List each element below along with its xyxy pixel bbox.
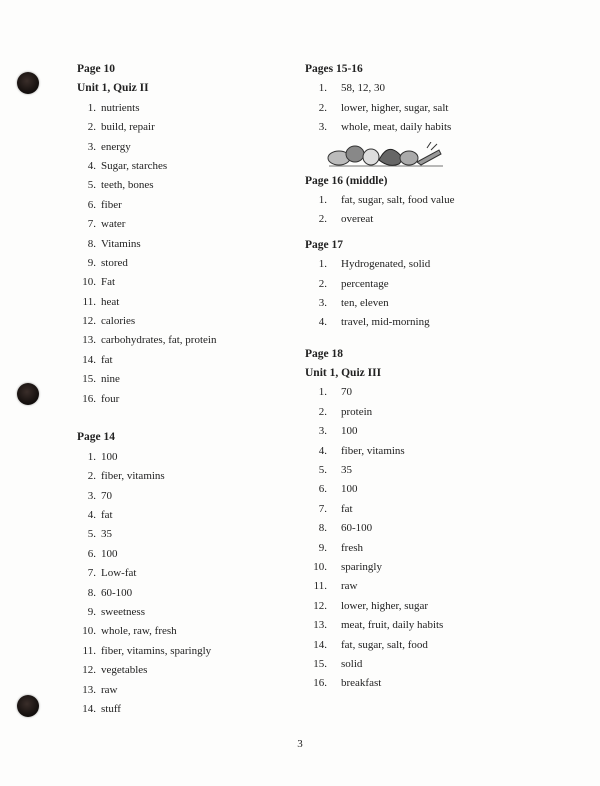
item-number: 15. [313, 657, 327, 670]
list-item [305, 383, 555, 402]
item-number: 14. [313, 638, 327, 651]
item-answer: stuff [101, 702, 121, 715]
list-item [305, 461, 555, 480]
item-answer: solid [341, 657, 363, 670]
item-number: 5. [318, 464, 327, 477]
item-answer: Low-fat [101, 567, 137, 580]
list-item [77, 293, 277, 312]
item-answer: ten, eleven [341, 296, 389, 309]
section-heading: Page 10 [77, 63, 116, 75]
item-answer: stored [101, 256, 128, 269]
item-answer: sweetness [101, 605, 145, 618]
list-item [77, 700, 277, 719]
list-item [77, 254, 277, 273]
item-answer: Vitamins [101, 237, 141, 250]
item-number: 13. [82, 334, 96, 347]
item-answer: vegetables [101, 664, 148, 677]
list-item [305, 539, 555, 558]
item-number: 3. [318, 425, 327, 438]
item-number: 4. [87, 508, 96, 521]
item-number: 2. [318, 213, 327, 226]
item-answer: lower, higher, sugar [341, 599, 429, 612]
left-column [77, 60, 277, 719]
item-answer: Sugar, starches [101, 159, 168, 172]
list-item [305, 480, 555, 499]
list-item [77, 196, 277, 215]
item-answer: fiber, vitamins [101, 470, 165, 483]
vegetables-icon [327, 142, 445, 168]
item-answer: raw [341, 580, 358, 593]
item-number: 4. [318, 444, 327, 457]
binder-hole-top [17, 72, 39, 94]
list-item [77, 331, 277, 350]
item-number: 2. [87, 121, 96, 134]
item-number: 1. [318, 193, 327, 206]
item-answer: whole, raw, fresh [101, 625, 177, 638]
list-item [77, 138, 277, 157]
list-item [77, 273, 277, 292]
list-item [305, 577, 555, 596]
item-answer: Fat [101, 276, 116, 289]
item-answer: 100 [101, 450, 118, 463]
item-answer: 70 [101, 489, 112, 502]
list-item [77, 235, 277, 254]
list-item [305, 403, 555, 422]
list-item [305, 519, 555, 538]
list-item [305, 597, 555, 616]
list-item [77, 545, 277, 564]
item-answer: raw [101, 683, 118, 696]
item-number: 7. [318, 502, 327, 515]
answer-list [305, 191, 555, 230]
list-item [305, 500, 555, 519]
item-number: 10. [82, 625, 96, 638]
item-number: 16. [82, 392, 96, 405]
item-answer: protein [341, 405, 373, 418]
answer-list [305, 79, 555, 137]
item-number: 6. [87, 198, 96, 211]
item-number: 8. [87, 237, 96, 250]
list-item [77, 176, 277, 195]
answer-list [305, 255, 555, 333]
item-answer: lower, higher, sugar, salt [341, 101, 449, 114]
item-number: 2. [318, 405, 327, 418]
item-answer: 100 [341, 483, 358, 496]
item-answer: calories [101, 315, 136, 328]
item-answer: teeth, bones [101, 179, 154, 192]
item-answer: 60-100 [341, 522, 373, 535]
list-item [305, 442, 555, 461]
item-number: 9. [87, 605, 96, 618]
item-answer: overeat [341, 213, 374, 226]
item-answer: whole, meat, daily habits [341, 121, 452, 134]
list-item [305, 191, 555, 210]
list-item [77, 622, 277, 641]
list-item [77, 525, 277, 544]
item-answer: fat [341, 502, 353, 515]
item-number: 3. [87, 140, 96, 153]
item-number: 1. [87, 101, 96, 114]
section-heading: Page 16 (middle) [305, 174, 388, 187]
item-answer: 100 [341, 425, 358, 438]
section-heading: Page 17 [305, 238, 344, 251]
list-item [305, 210, 555, 229]
item-number: 2. [318, 101, 327, 114]
item-answer: sparingly [341, 560, 382, 573]
section-subheading: Unit 1, Quiz III [305, 367, 382, 380]
item-number: 3. [318, 296, 327, 309]
item-number: 1. [318, 258, 327, 271]
item-number: 3. [318, 121, 327, 134]
item-answer: Hydrogenated, solid [341, 258, 431, 271]
list-item [305, 275, 555, 294]
item-number: 1. [318, 82, 327, 95]
item-answer: four [101, 392, 120, 405]
item-answer: travel, mid-morning [341, 316, 430, 329]
item-number: 10. [313, 560, 327, 573]
item-answer: 58, 12, 30 [341, 82, 385, 95]
item-number: 11. [82, 644, 96, 657]
item-number: 5. [87, 179, 96, 192]
item-number: 12. [313, 599, 327, 612]
item-answer: fresh [341, 541, 363, 554]
list-item [77, 584, 277, 603]
item-number: 4. [87, 159, 96, 172]
item-number: 6. [87, 547, 96, 560]
item-answer: heat [101, 295, 120, 308]
item-number: 10. [82, 276, 96, 289]
item-number: 3. [87, 489, 96, 502]
item-number: 15. [82, 373, 96, 386]
list-item [77, 312, 277, 331]
section-heading: Page 18 [305, 347, 344, 360]
list-item [77, 157, 277, 176]
list-item [305, 558, 555, 577]
item-number: 2. [318, 277, 327, 290]
item-number: 1. [87, 450, 96, 463]
item-number: 8. [87, 586, 96, 599]
list-item [305, 79, 555, 98]
list-item [77, 642, 277, 661]
item-number: 7. [87, 218, 96, 231]
item-answer: percentage [341, 277, 389, 290]
item-number: 2. [87, 470, 96, 483]
item-answer: carbohydrates, fat, protein [101, 334, 217, 347]
item-answer: 35 [101, 528, 112, 541]
list-item [77, 661, 277, 680]
answer-list [77, 99, 277, 409]
list-item [77, 390, 277, 409]
item-number: 4. [318, 316, 327, 329]
item-answer: energy [101, 140, 131, 153]
list-item [305, 422, 555, 441]
vegetables-illustration [305, 138, 555, 172]
item-answer: fat [101, 353, 113, 366]
list-item [77, 564, 277, 583]
list-item [77, 603, 277, 622]
list-item [305, 294, 555, 313]
list-item [77, 99, 277, 118]
right-column [305, 60, 555, 694]
item-answer: fiber, vitamins [341, 444, 405, 457]
item-number: 14. [82, 353, 96, 366]
item-answer: meat, fruit, daily habits [341, 619, 444, 632]
item-answer: nutrients [101, 101, 140, 114]
item-number: 16. [313, 677, 327, 690]
item-answer: 60-100 [101, 586, 133, 599]
list-item [305, 674, 555, 693]
list-item [77, 215, 277, 234]
item-answer: nine [101, 373, 120, 386]
list-item [77, 448, 277, 467]
list-item [305, 655, 555, 674]
answer-list [305, 383, 555, 693]
item-answer: fiber, vitamins, sparingly [101, 644, 212, 657]
item-number: 12. [82, 315, 96, 328]
list-item [305, 636, 555, 655]
item-answer: breakfast [341, 677, 382, 690]
item-number: 13. [82, 683, 96, 696]
item-number: 11. [313, 580, 327, 593]
item-number: 14. [82, 702, 96, 715]
item-answer: fat, sugar, salt, food value [341, 193, 455, 206]
section-heading: Page 14 [77, 431, 116, 444]
item-answer: fiber [101, 198, 122, 211]
item-number: 1. [318, 386, 327, 399]
list-item [77, 370, 277, 389]
item-number: 8. [318, 522, 327, 535]
list-item [305, 313, 555, 332]
item-answer: 35 [341, 464, 352, 477]
item-answer: 100 [101, 547, 118, 560]
item-number: 13. [313, 619, 327, 632]
list-item [77, 506, 277, 525]
list-item [77, 467, 277, 486]
list-item [305, 255, 555, 274]
item-number: 9. [318, 541, 327, 554]
list-item [305, 99, 555, 118]
item-number: 7. [87, 567, 96, 580]
section-heading: Pages 15-16 [305, 63, 363, 75]
list-item [77, 487, 277, 506]
item-answer: fat, sugar, salt, food [341, 638, 428, 651]
list-item [77, 351, 277, 370]
binder-hole-middle [17, 383, 39, 405]
item-number: 9. [87, 256, 96, 269]
section-subheading: Unit 1, Quiz II [77, 82, 149, 95]
item-answer: water [101, 218, 126, 231]
item-number: 6. [318, 483, 327, 496]
binder-hole-bottom [17, 695, 39, 717]
item-answer: build, repair [101, 121, 155, 134]
item-answer: fat [101, 508, 113, 521]
answer-list [77, 448, 277, 719]
page-number: 3 [297, 738, 303, 750]
list-item [305, 118, 555, 137]
item-number: 11. [82, 295, 96, 308]
item-number: 5. [87, 528, 96, 541]
list-item [77, 118, 277, 137]
item-answer: 70 [341, 386, 352, 399]
list-item [77, 681, 277, 700]
item-number: 12. [82, 664, 96, 677]
list-item [305, 616, 555, 635]
